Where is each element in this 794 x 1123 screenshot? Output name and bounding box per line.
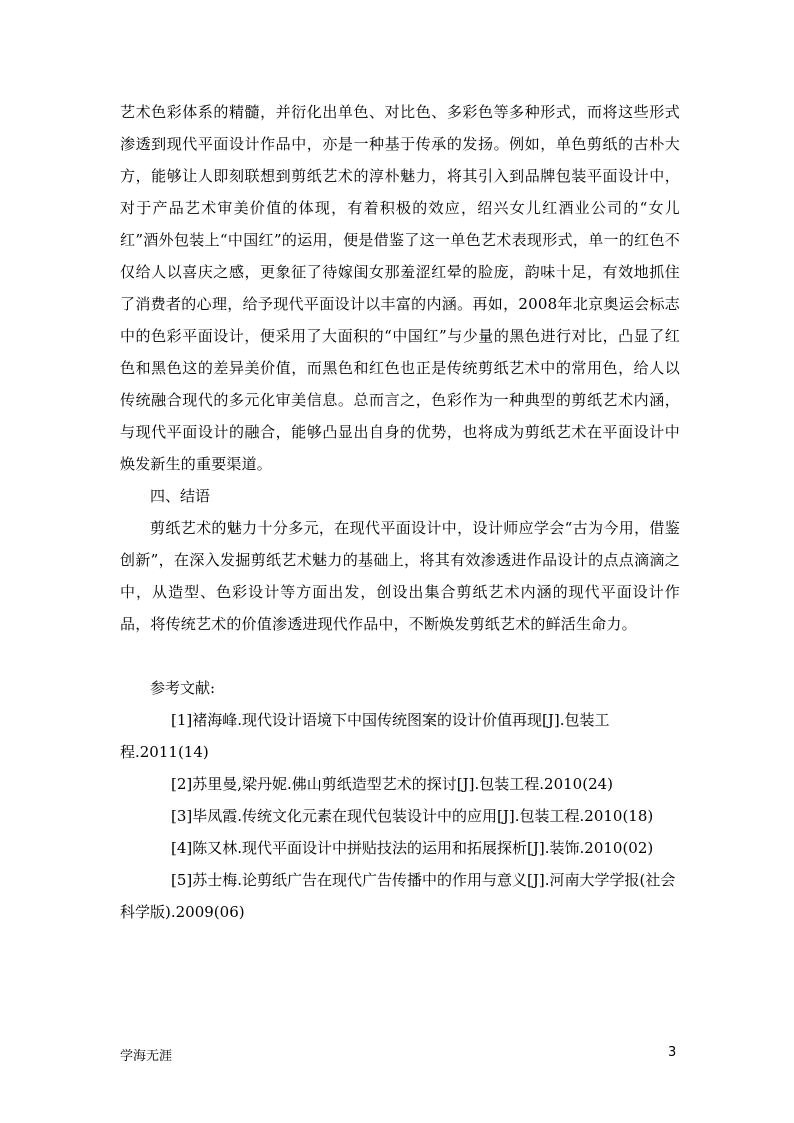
footer-left-text: 学海无涯: [120, 1049, 173, 1064]
reference-item: [2]苏里曼,梁丹妮.佛山剪纸造型艺术的探讨[J].包装工程.2010(24): [171, 775, 614, 793]
reference-item: [1]褚海峰.现代设计语境下中国传统图案的设计价值再现[J].包装工程.2011(14): [120, 711, 610, 761]
body-paragraph-conclusion: 剪纸艺术的魅力十分多元，在现代平面设计中，设计师应学会“古为今用，借鉴创新”，在深入发掘剪纸艺术魅力的基础上，将其有效渗透进作品设计的点点滴滴之中，从造型、色彩设计等方面出发，创设出集合剪纸艺术内涵的现代平面设计作品，将传统艺术的价值渗透进现代作品中，不断焕发剪纸艺术的鲜活生命力。: [120, 519, 680, 633]
reference-item: [4]陈又林.现代平面设计中拼贴技法的运用和拓展探析[J].装饰.2010(02): [171, 839, 654, 857]
section-heading-conclusion: 四、结语: [150, 487, 211, 505]
body-paragraph-color: 艺术色彩体系的精髓，并衍化出单色、对比色、多彩色等多种形式，而将这些形式渗透到现代平面设计作品中，亦是一种基于传承的发扬。例如，单色剪纸的古朴大方，能够让人即刻联想到剪纸艺术的淳朴魅力，将其引入到品牌包装平面设计中，对于产品艺术审美价值的体现，有着积极的效应，绍兴女儿红酒业公司的“女儿红”酒外包装上“中国红”的运用，便是借鉴了这一单色艺术表现形式，单一的红色不仅给人以喜庆之感，更象征了待嫁闺女那羞涩红晕的脸庞，韵味十足，有效地抓住了消费者的心理，给予现代平面设计以丰富的内涵。再如，2008年北京奥运会标志中的色彩平面设计，便采用了大面积的“中国红”与少量的黑色进行对比，凸显了红色和黑色这的差异美价值，而黑色和红色也正是传统剪纸艺术中的常用色，给人以传统融合现代的多元化审美信息。总而言之，色彩作为一种典型的剪纸艺术内涵，与现代平面设计的融合，能够凸显出自身的优势，也将成为剪纸艺术在平面设计中焕发新生的重要渠道。: [120, 103, 680, 473]
document-page: [120, 96, 680, 928]
references-list: [120, 704, 680, 928]
references-title: 参考文献:: [150, 679, 216, 697]
reference-item: [3]毕凤霞.传统文化元素在现代包装设计中的应用[J].包装工程.2010(18): [171, 807, 654, 825]
reference-item: [5]苏士梅.论剪纸广告在现代广告传播中的作用与意义[J].河南大学学报(社会科学版).2009(06): [120, 871, 676, 921]
page-number: 3: [668, 1045, 677, 1060]
